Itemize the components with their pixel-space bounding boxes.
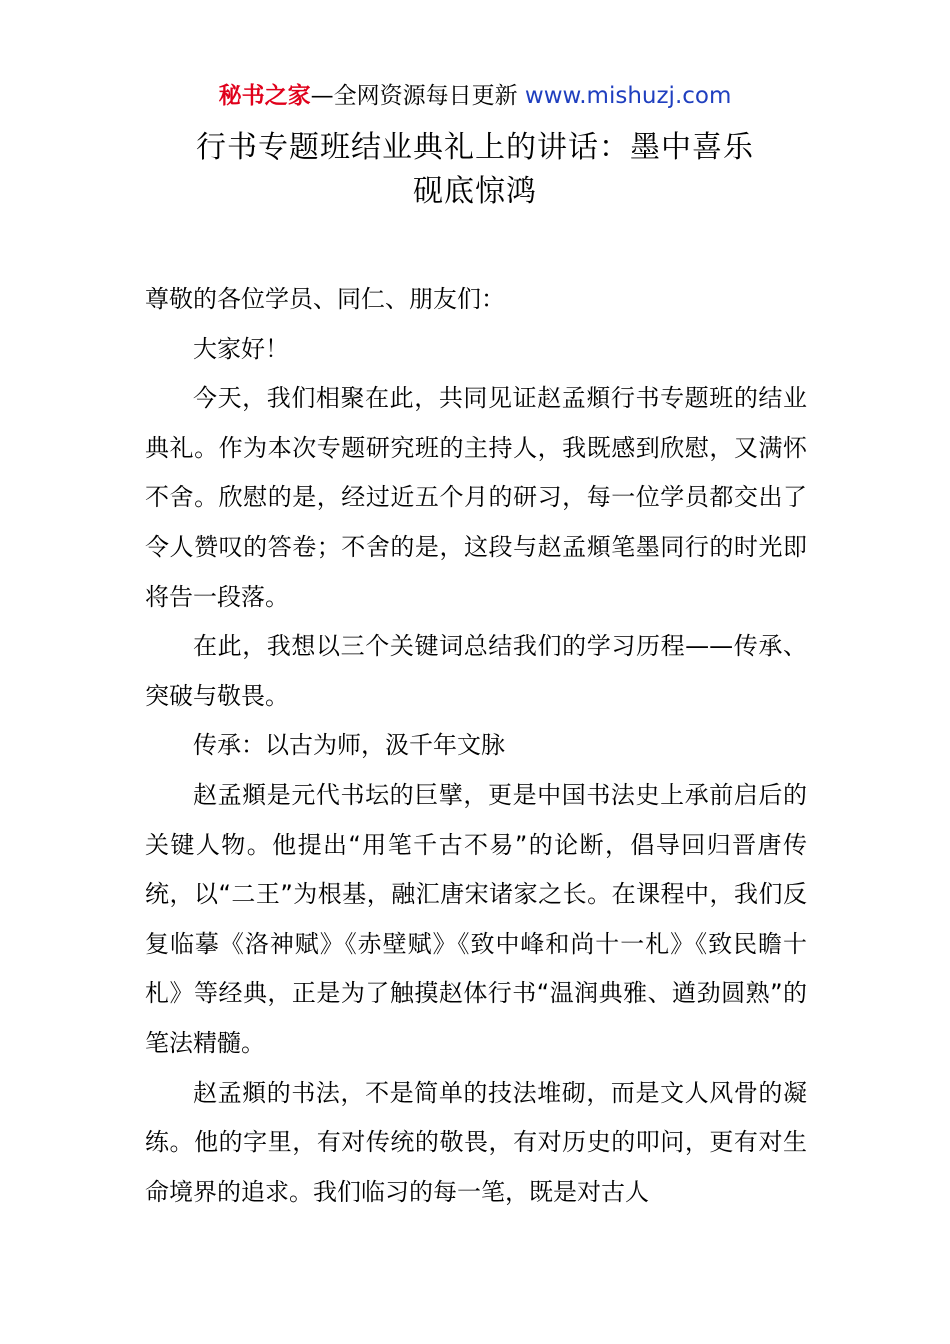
document-body	[145, 275, 807, 1217]
site-brand: 秘书之家	[218, 83, 311, 109]
paragraph: 赵孟頫的书法，不是简单的技法堆砌，而是文人风骨的凝练。他的字里，有对传统的敬畏，有对历史的叩问，更有对生命境界的追求。我们临习的每一笔，既是对古人	[145, 1078, 807, 1206]
title-line-1: 行书专题班结业典礼上的讲话：墨中喜乐	[196, 130, 754, 165]
greeting: 大家好！	[193, 334, 289, 363]
site-slogan: —全网资源每日更新	[310, 83, 525, 109]
paragraph: 今天，我们相聚在此，共同见证赵孟頫行书专题班的结业典礼。作为本次专题研究班的主持人，我既感到欣慰，又满怀不舍。欣慰的是，经过近五个月的研习，每一位学员都交出了令人赞叹的答卷；不舍的是，这段与赵孟頫笔墨同行的时光即将告一段落。	[145, 384, 807, 611]
document-title	[0, 126, 950, 214]
section-heading: 传承：以古为师，汲千年文脉	[193, 731, 505, 760]
paragraph: 在此，我想以三个关键词总结我们的学习历程——传承、突破与敬畏。	[145, 632, 807, 710]
paragraph: 赵孟頫是元代书坛的巨擘，更是中国书法史上承前启后的关键人物。他提出“用笔千古不易”的论断，倡导回归晋唐传统，以“二王”为根基，融汇唐宋诸家之长。在课程中，我们反复临摹《洛神赋》《赤壁赋》《致中峰和尚十一札》《致民瞻十札》等经典，正是为了触摸赵体行书“温润典雅、遒劲圆熟”的笔法精髓。	[145, 780, 807, 1057]
site-url-link[interactable]: www.mishuzj.com	[524, 83, 732, 109]
salutation: 尊敬的各位学员、同仁、朋友们：	[145, 285, 505, 313]
site-header	[0, 80, 950, 112]
title-line-2: 砚底惊鸿	[413, 174, 537, 209]
